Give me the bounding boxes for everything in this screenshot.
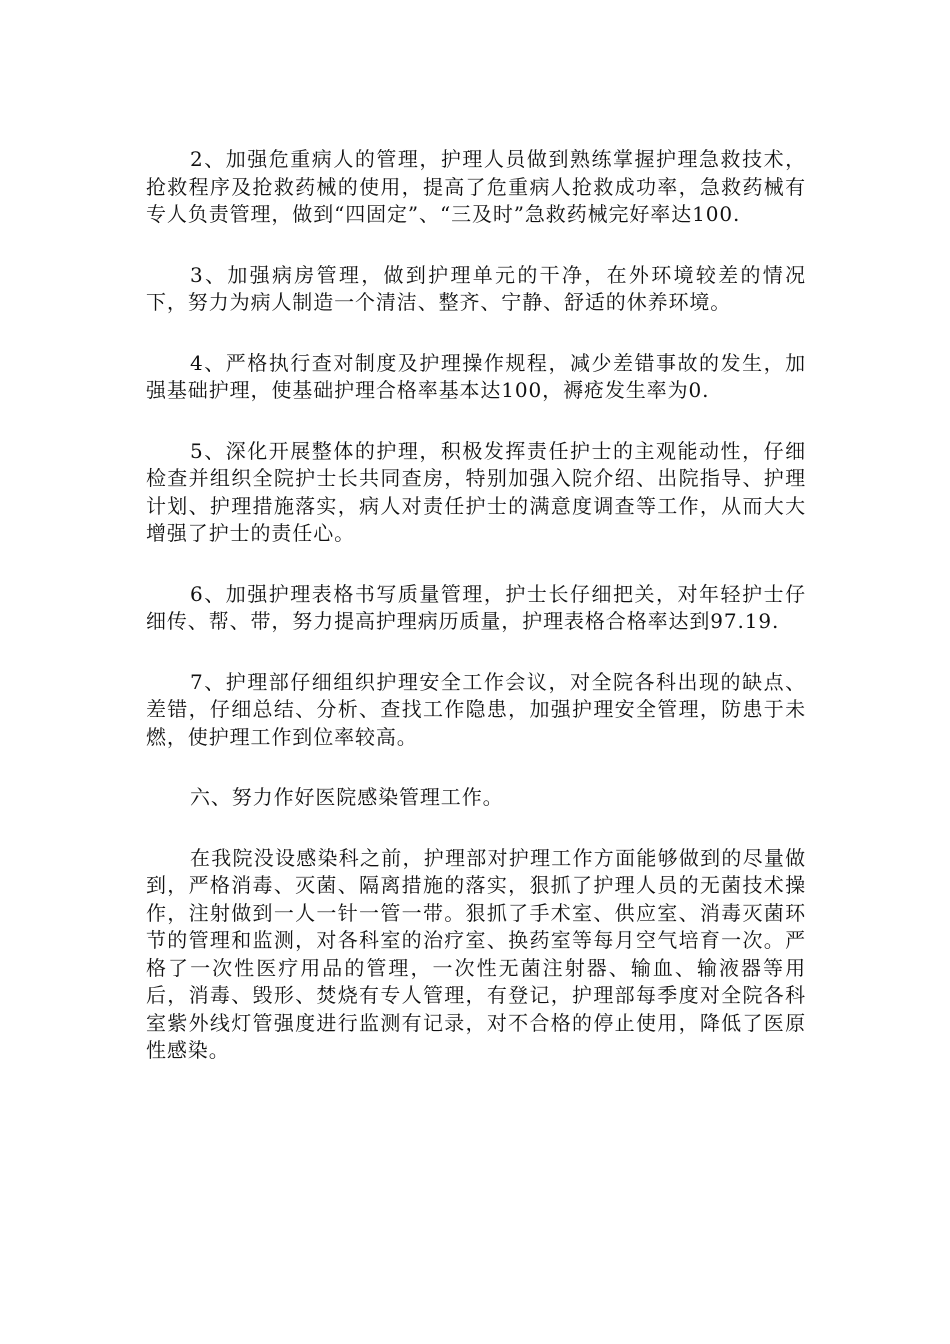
paragraph-item-2: 2、加强危重病人的管理，护理人员做到熟练掌握护理急救技术，抢救程序及抢救药械的使用，提高了危重病人抢救成功率，急救药械有专人负责管理，做到“四固定”、“三及时”急救药械完好率达100. <box>146 147 806 226</box>
document-body <box>146 146 806 1098</box>
section-heading: 六、努力作好医院感染管理工作。 <box>190 785 504 809</box>
paragraph-item-5: 5、深化开展整体的护理，积极发挥责任护士的主观能动性，仔细检查并组织全院护士长共同查房，特别加强入院介绍、出院指导、护理计划、护理措施落实，病人对责任护士的满意度调查等工作，从而大大增强了护士的责任心。 <box>146 438 806 545</box>
paragraph-infection-control: 在我院没设感染科之前，护理部对护理工作方面能够做到的尽量做到，严格消毒、灭菌、隔离措施的落实，狠抓了护理人员的无菌技术操作，注射做到一人一针一管一带。狠抓了手术室、供应室、消毒灭菌环节的管理和监测，对各科室的治疗室、换药室等每月空气培育一次。严格了一次性医疗用品的管理，一次性无菌注射器、输血、输液器等用后，消毒、毁形、焚烧有专人管理，有登记，护理部每季度对全院各科室紫外线灯管强度进行监测有记录，对不合格的停止使用，降低了医原性感染。 <box>146 845 806 1062</box>
paragraph-item-7: 7、护理部仔细组织护理安全工作会议，对全院各科出现的缺点、差错，仔细总结、分析、查找工作隐患，加强护理安全管理，防患于未燃，使护理工作到位率较高。 <box>146 669 806 749</box>
paragraph-item-3: 3、加强病房管理，做到护理单元的干净，在外环境较差的情况下，努力为病人制造一个清洁、整齐、宁静、舒适的休养环境。 <box>146 262 806 314</box>
paragraph-item-6: 6、加强护理表格书写质量管理，护士长仔细把关，对年轻护士仔细传、帮、带，努力提高护理病历质量，护理表格合格率达到97.19. <box>146 581 806 633</box>
paragraph-item-4: 4、严格执行查对制度及护理操作规程，减少差错事故的发生，加强基础护理，使基础护理合格率基本达100，褥疮发生率为0. <box>146 350 806 402</box>
